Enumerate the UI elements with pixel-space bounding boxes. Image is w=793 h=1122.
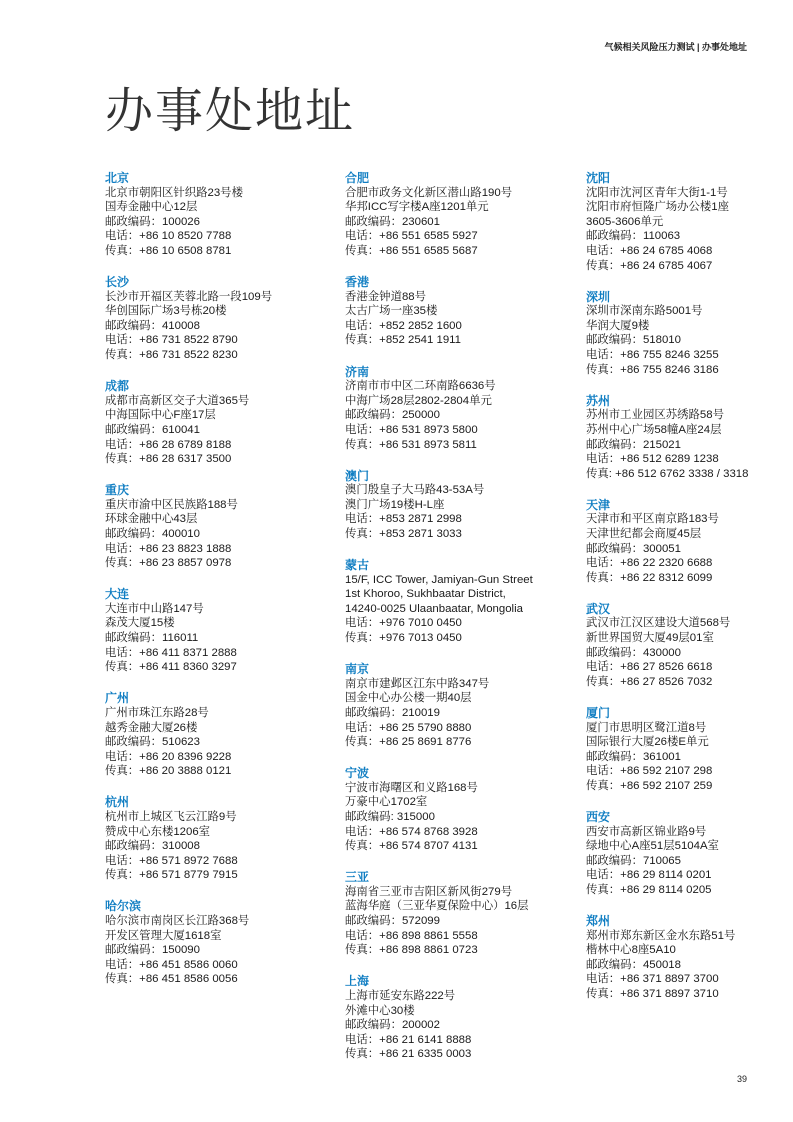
office-address-line: 电话：+86 28 6789 8188	[105, 438, 232, 451]
office-address-line: 电话：+86 755 8246 3255	[586, 349, 719, 362]
office-city: 香港	[345, 275, 370, 290]
office-address-line: 邮政编码：361001	[586, 750, 681, 763]
page-number: 39	[736, 1074, 747, 1084]
office-entry	[586, 290, 793, 378]
office-address-line: 邮政编码：116011	[105, 632, 199, 645]
office-city: 宁波	[345, 766, 370, 781]
office-address-line: 电话：+86 411 8371 2888	[105, 646, 237, 659]
office-column-3	[586, 171, 793, 1018]
office-address-line: 宁波市海曙区和义路168号	[345, 781, 478, 794]
office-city: 济南	[345, 364, 370, 379]
office-address-line: 电话：+86 27 8526 6618	[586, 661, 713, 674]
office-address-line: 长沙市开福区芙蓉北路一段109号	[105, 290, 273, 303]
office-city: 哈尔滨	[105, 899, 142, 914]
office-address-line: 苏州中心广场58幢A座24层	[586, 423, 722, 436]
office-city: 杭州	[105, 795, 130, 810]
office-entry	[105, 379, 340, 467]
office-address-line: 越秀金融大厦26楼	[105, 721, 198, 734]
office-address-line: 传真：+86 28 6317 3500	[105, 453, 232, 466]
office-city: 上海	[345, 974, 370, 989]
office-address-line: 邮政编码：572099	[345, 915, 440, 928]
office-city: 深圳	[586, 289, 611, 304]
office-address-line: 电话：+86 898 8861 5558	[345, 929, 478, 942]
office-address-line: 传真：+853 2871 3033	[345, 527, 462, 540]
office-address-line: 电话：+86 592 2107 298	[586, 765, 713, 778]
office-entry	[105, 587, 340, 675]
office-address-line: 哈尔滨市南岗区长江路368号	[105, 915, 250, 928]
office-address-line: 中海广场28层2802-2804单元	[345, 394, 492, 407]
office-address-line: 传真：+976 7013 0450	[345, 632, 462, 645]
office-entry	[345, 275, 580, 348]
office-address-line: 厦门市思明区鹭江道8号	[586, 721, 707, 734]
office-address-line: 传真: +86 512 6762 3338 / 3318	[586, 467, 749, 480]
office-address-line: 南京市建邺区江东中路347号	[345, 677, 490, 690]
office-address-line: 邮政编码：300051	[586, 542, 681, 555]
office-address-line: 国金中心办公楼一期40层	[345, 692, 472, 705]
office-address-line: 电话：+86 731 8522 8790	[105, 334, 238, 347]
office-address-line: 传真：+86 451 8586 0056	[105, 973, 238, 986]
office-address-line: 电话：+86 21 6141 8888	[345, 1033, 472, 1046]
office-address-line: 传真：+86 22 8312 6099	[586, 571, 713, 584]
office-city: 广州	[105, 691, 130, 706]
office-address-line: 传真：+86 10 6508 8781	[105, 244, 232, 257]
office-address-line: 邮政编码：250000	[345, 409, 440, 422]
office-city: 厦门	[586, 705, 611, 720]
office-entry	[586, 171, 793, 273]
office-address-line: 广州市珠江东路28号	[105, 706, 209, 719]
office-address-line: 海南省三亚市吉阳区新风街279号	[345, 885, 513, 898]
office-address-line: 传真：+86 21 6335 0003	[345, 1048, 472, 1061]
office-address-line: 新世界国贸大厦49层01室	[586, 632, 714, 645]
office-address-line: 电话：+86 20 8396 9228	[105, 750, 232, 763]
office-address-line: 赞成中心东楼1206室	[105, 825, 211, 838]
office-city: 天津	[586, 497, 611, 512]
office-address-line: 国际银行大厦26楼E单元	[586, 736, 709, 749]
office-entry	[586, 602, 793, 690]
office-address-line: 苏州市工业园区苏绣路58号	[586, 409, 724, 422]
office-entry	[345, 662, 580, 750]
office-entry	[345, 870, 580, 958]
office-address-line: 成都市高新区交子大道365号	[105, 394, 250, 407]
office-address-line: 电话：+86 22 2320 6688	[586, 557, 713, 570]
office-address-line: 邮政编码：400010	[105, 527, 200, 540]
office-address-line: 邮政编码：610041	[105, 423, 200, 436]
office-address-line: 深圳市深南东路5001号	[586, 305, 703, 318]
office-address-line: 环球金融中心43层	[105, 513, 198, 526]
office-address-line: 电话：+86 451 8586 0060	[105, 958, 238, 971]
office-entry	[345, 558, 580, 646]
office-column-1	[105, 171, 340, 1004]
office-address-line: 楷林中心8座5A10	[586, 944, 676, 957]
office-address-line: 济南市市中区二环南路6636号	[345, 380, 496, 393]
office-address-line: 武汉市江汉区建设大道568号	[586, 617, 731, 630]
office-address-line: 传真：+86 411 8360 3297	[105, 661, 237, 674]
office-city: 澳门	[345, 468, 370, 483]
office-address-line: 电话：+976 7010 0450	[345, 617, 462, 630]
office-address-line: 电话：+86 571 8972 7688	[105, 854, 238, 867]
office-city: 武汉	[586, 601, 611, 616]
office-address-line: 传真：+86 898 8861 0723	[345, 944, 478, 957]
office-address-line: 电话：+86 29 8114 0201	[586, 869, 712, 882]
office-address-line: 蓝海华庭（三亚华夏保险中心）16层	[345, 900, 529, 913]
office-address-line: 传真：+86 25 8691 8776	[345, 736, 472, 749]
office-address-line: 邮政编码：310008	[105, 840, 200, 853]
office-entry	[105, 483, 340, 571]
office-address-line: 邮政编码: 315000	[345, 810, 435, 823]
office-address-line: 邮政编码：518010	[586, 334, 681, 347]
office-address-line: 华创国际广场3号栋20楼	[105, 305, 227, 318]
office-address-line: 传真：+86 29 8114 0205	[586, 883, 712, 896]
office-address-line: 邮政编码：230601	[345, 215, 440, 228]
office-address-line: 传真：+86 24 6785 4067	[586, 259, 713, 272]
office-entry	[345, 469, 580, 542]
office-city: 沈阳	[586, 171, 611, 185]
office-address-line: 传真：+86 371 8897 3710	[586, 988, 719, 1000]
office-entry	[105, 795, 340, 883]
office-address-line: 传真：+86 23 8857 0978	[105, 557, 232, 570]
office-city: 郑州	[586, 914, 611, 929]
office-address-line: 3605-3606单元	[586, 215, 664, 228]
office-address-line: 香港金钟道88号	[345, 290, 427, 303]
office-address-line: 电话：+853 2871 2998	[345, 513, 462, 526]
office-entry	[345, 365, 580, 453]
office-address-line: 1st Khoroo, Sukhbaatar District,	[345, 588, 506, 601]
office-entry	[586, 394, 793, 482]
office-address-line: 绿地中心A座51层5104A室	[586, 840, 719, 853]
office-address-line: 传真：+86 531 8973 5811	[345, 438, 477, 451]
office-address-line: 国寿金融中心12层	[105, 201, 198, 214]
office-city: 北京	[105, 171, 130, 185]
office-address-line: 传真：+86 551 6585 5687	[345, 244, 478, 257]
office-entry	[586, 914, 793, 1002]
office-address-line: 传真：+86 731 8522 8230	[105, 349, 238, 362]
office-address-line: 重庆市渝中区民族路188号	[105, 498, 238, 511]
office-address-line: 邮政编码：410008	[105, 319, 200, 332]
office-address-line: 太古广场一座35楼	[345, 305, 438, 318]
office-address-line: 沈阳市沈河区青年大街1-1号	[586, 186, 728, 199]
office-city: 合肥	[345, 171, 370, 185]
office-address-line: 大连市中山路147号	[105, 602, 204, 615]
office-address-line: 合肥市政务文化新区潜山路190号	[345, 186, 513, 199]
office-address-line: 北京市朝阳区针织路23号楼	[105, 186, 243, 199]
office-address-line: 电话：+86 574 8768 3928	[345, 825, 478, 838]
office-entry	[345, 766, 580, 854]
office-address-line: 华润大厦9楼	[586, 319, 650, 332]
office-address-line: 电话：+852 2852 1600	[345, 319, 462, 332]
running-header: 气候相关风险压力测试 | 办事处地址	[604, 42, 747, 52]
office-entry	[105, 899, 340, 987]
office-entry	[105, 275, 340, 363]
office-address-line: 传真：+86 592 2107 259	[586, 779, 713, 792]
office-entry	[586, 706, 793, 794]
page-title: 办事处地址	[105, 85, 356, 138]
office-entry	[105, 171, 340, 259]
office-address-line: 电话：+86 24 6785 4068	[586, 244, 713, 257]
office-address-line: 传真：+86 27 8526 7032	[586, 675, 713, 688]
office-address-line: 中海国际中心F座17层	[105, 409, 216, 422]
office-address-line: 传真：+86 571 8779 7915	[105, 869, 238, 882]
office-address-line: 14240-0025 Ulaanbaatar, Mongolia	[345, 602, 523, 615]
office-address-line: 邮政编码：210019	[345, 706, 440, 719]
office-address-line: 沈阳市府恒隆广场办公楼1座	[586, 201, 730, 214]
office-address-line: 电话：+86 531 8973 5800	[345, 423, 478, 436]
office-city: 苏州	[586, 393, 611, 408]
office-address-line: 传真：+86 755 8246 3186	[586, 363, 719, 376]
office-entry	[586, 810, 793, 898]
office-city: 蒙古	[345, 558, 370, 573]
office-address-line: 电话：+86 23 8823 1888	[105, 542, 232, 555]
office-address-line: 万豪中心1702室	[345, 796, 428, 809]
office-address-line: 电话：+86 512 6289 1238	[586, 453, 719, 466]
office-address-line: 邮政编码：110063	[586, 230, 681, 243]
office-address-line: 邮政编码：150090	[105, 944, 200, 957]
office-entry	[105, 691, 340, 779]
office-city: 重庆	[105, 483, 130, 498]
office-address-line: 传真：+852 2541 1911	[345, 334, 461, 347]
office-address-line: 澳门殷皇子大马路43-53A号	[345, 484, 485, 497]
office-address-line: 澳门广场19楼H-L座	[345, 498, 445, 511]
office-address-line: 郑州市郑东新区金水东路51号	[586, 929, 736, 942]
office-address-line: 15/F, ICC Tower, Jamiyan-Gun Street	[345, 573, 533, 586]
office-address-line: 华邦ICC写字楼A座1201单元	[345, 201, 489, 214]
office-address-line: 邮政编码：510623	[105, 736, 200, 749]
office-entry	[586, 498, 793, 586]
office-address-line: 传真：+86 20 3888 0121	[105, 765, 232, 778]
office-address-line: 上海市延安东路222号	[345, 989, 456, 1002]
office-address-line: 电话：+86 25 5790 8880	[345, 721, 472, 734]
office-city: 三亚	[345, 870, 370, 885]
office-address-line: 天津世纪都会商厦45层	[586, 527, 702, 540]
office-address-line: 杭州市上城区飞云江路9号	[105, 810, 237, 823]
office-entry	[345, 974, 580, 1062]
office-address-line: 邮政编码：450018	[586, 958, 681, 971]
office-address-line: 邮政编码：430000	[586, 646, 681, 659]
office-address-line: 邮政编码：710065	[586, 854, 681, 867]
office-address-line: 开发区管理大厦1618室	[105, 929, 222, 942]
office-address-line: 传真：+86 574 8707 4131	[345, 840, 478, 853]
office-city: 成都	[105, 379, 130, 394]
office-address-line: 邮政编码：215021	[586, 438, 681, 451]
office-address-line: 电话：+86 10 8520 7788	[105, 230, 232, 243]
office-column-2	[345, 171, 580, 1078]
office-address-line: 西安市高新区锦业路9号	[586, 825, 707, 838]
office-city: 长沙	[105, 275, 130, 290]
office-address-line: 邮政编码：100026	[105, 215, 200, 228]
office-city: 西安	[586, 809, 611, 824]
office-address-line: 邮政编码：200002	[345, 1019, 440, 1032]
office-city: 南京	[345, 662, 370, 677]
office-city: 大连	[105, 587, 130, 602]
office-address-line: 天津市和平区南京路183号	[586, 513, 719, 526]
office-address-line: 电话：+86 371 8897 3700	[586, 973, 719, 986]
office-address-line: 外滩中心30楼	[345, 1004, 415, 1017]
office-entry	[345, 171, 580, 259]
office-address-line: 电话：+86 551 6585 5927	[345, 230, 478, 243]
office-address-line: 森茂大厦15楼	[105, 617, 175, 630]
